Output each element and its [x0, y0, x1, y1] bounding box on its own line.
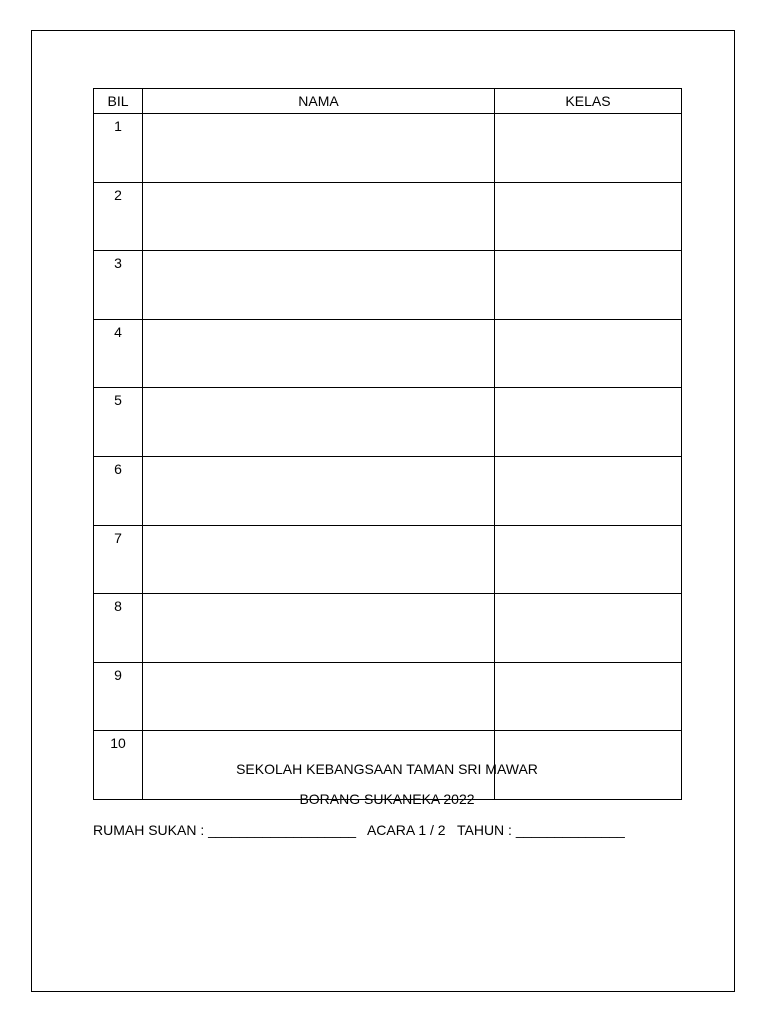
nama-cell[interactable] — [143, 114, 495, 183]
table-row — [94, 456, 682, 525]
roster-table — [93, 88, 682, 800]
bil-cell: 4 — [94, 319, 143, 388]
rumah-sukan-field[interactable]: RUMAH SUKAN : ___________________ — [93, 822, 357, 838]
column-header-nama: NAMA — [143, 89, 495, 114]
column-header-kelas: KELAS — [495, 89, 682, 114]
acara-label: ACARA 1 / 2 — [366, 822, 446, 838]
kelas-cell[interactable] — [495, 456, 682, 525]
kelas-cell[interactable] — [495, 251, 682, 320]
table-row — [94, 251, 682, 320]
kelas-cell[interactable] — [495, 525, 682, 594]
table-row — [94, 182, 682, 251]
table-row — [94, 662, 682, 731]
nama-cell[interactable] — [143, 182, 495, 251]
nama-cell[interactable] — [143, 662, 495, 731]
bil-cell: 7 — [94, 525, 143, 594]
bil-cell: 8 — [94, 594, 143, 663]
nama-cell[interactable] — [143, 388, 495, 457]
table-row — [94, 319, 682, 388]
kelas-cell[interactable] — [495, 182, 682, 251]
bil-cell: 1 — [94, 114, 143, 183]
column-header-bil: BIL — [94, 89, 143, 114]
bil-cell: 6 — [94, 456, 143, 525]
nama-cell[interactable] — [143, 456, 495, 525]
kelas-cell[interactable] — [495, 594, 682, 663]
table-row — [94, 594, 682, 663]
bil-cell: 9 — [94, 662, 143, 731]
bil-cell: 3 — [94, 251, 143, 320]
kelas-cell[interactable] — [495, 662, 682, 731]
form-title: BORANG SUKANEKA 2022 — [299, 791, 475, 807]
kelas-cell[interactable] — [495, 114, 682, 183]
kelas-cell[interactable] — [495, 319, 682, 388]
table-row — [94, 388, 682, 457]
bil-cell: 2 — [94, 182, 143, 251]
kelas-cell[interactable] — [495, 388, 682, 457]
table-row — [94, 114, 682, 183]
nama-cell[interactable] — [143, 594, 495, 663]
tahun-field[interactable]: TAHUN : ______________ — [456, 822, 625, 838]
bil-cell: 10 — [94, 731, 143, 800]
bil-cell: 5 — [94, 388, 143, 457]
nama-cell[interactable] — [143, 525, 495, 594]
table-header-row — [94, 89, 682, 114]
table-row — [94, 525, 682, 594]
nama-cell[interactable] — [143, 251, 495, 320]
school-name: SEKOLAH KEBANGSAAN TAMAN SRI MAWAR — [236, 761, 538, 777]
form-fields-line — [93, 822, 681, 838]
nama-cell[interactable] — [143, 319, 495, 388]
